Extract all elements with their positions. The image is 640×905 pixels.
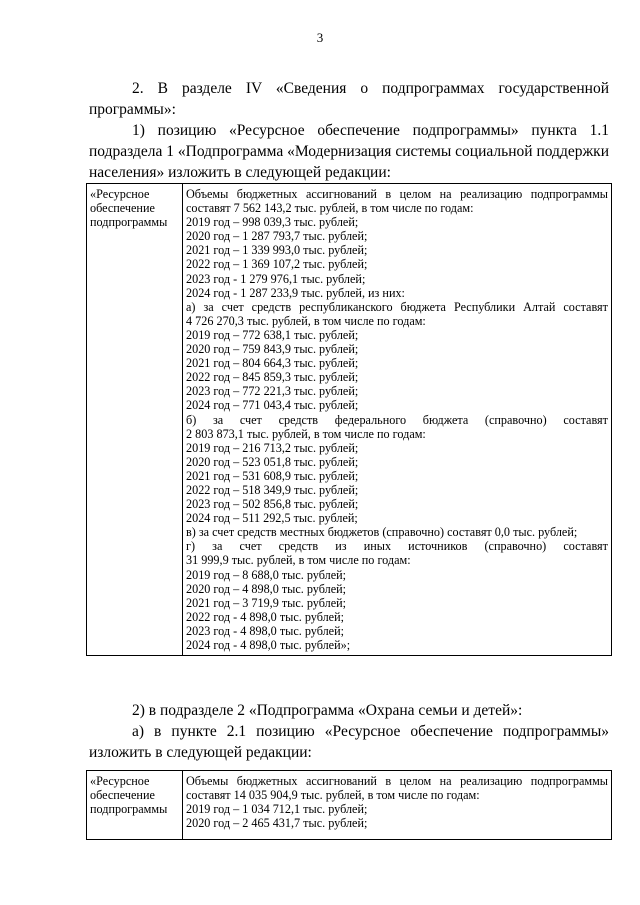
- label-line: «Ресурсное: [90, 774, 150, 788]
- content-line: в) за счет средств местных бюджетов (справочно) составят 0,0 тыс. рублей;: [186, 525, 578, 540]
- content-line: 2022 год - 4 898,0 тыс. рублей;: [186, 609, 345, 624]
- label-line: подпрограммы: [90, 215, 168, 230]
- resource-table-1: [86, 183, 612, 656]
- label-line: обеспечение: [90, 788, 155, 803]
- content-line: Объемы бюджетных ассигнований в целом на реализацию подпрограммы: [186, 774, 608, 788]
- content-line: 2023 год – 502 856,8 тыс. рублей;: [186, 497, 359, 512]
- table-row: [87, 771, 612, 840]
- item-1-line-3: населения» изложить в следующей редакции:: [89, 164, 391, 181]
- content-line: 2020 год – 1 287 793,7 тыс. рублей;: [186, 229, 368, 244]
- content-line: б) за счет средств федерального бюджета (справочно) составят: [186, 412, 608, 427]
- label-line: обеспечение: [90, 201, 155, 216]
- content-line: 2021 год – 3 719,9 тыс. рублей;: [186, 595, 347, 610]
- content-line: 2020 год – 759 843,9 тыс. рублей;: [186, 342, 359, 357]
- content-line: 2022 год – 845 859,3 тыс. рублей;: [186, 370, 359, 385]
- section-heading-line-1: 2. В разделе IV «Сведения о подпрограммах государственной: [132, 80, 609, 97]
- content-line: 4 726 270,3 тыс. рублей, в том числе по годам:: [186, 313, 426, 328]
- content-line: 2021 год – 804 664,3 тыс. рублей;: [186, 356, 359, 371]
- section-heading: [89, 78, 609, 120]
- content-line: составят 14 035 904,9 тыс. рублей, в том числе по годам:: [186, 788, 480, 803]
- content-line: 2019 год – 8 688,0 тыс. рублей;: [186, 567, 347, 582]
- content-line: 2020 год – 4 898,0 тыс. рублей;: [186, 581, 347, 596]
- content-line: 2024 год - 1 287 233,9 тыс. рублей, из них:: [186, 285, 405, 300]
- content-line: 2021 год – 531 608,9 тыс. рублей;: [186, 468, 359, 483]
- item-1-line-1: 1) позицию «Ресурсное обеспечение подпрограммы» пункта 1.1: [132, 122, 609, 139]
- page-number: 3: [316, 30, 324, 45]
- content-line: 2023 год - 4 898,0 тыс. рублей;: [186, 623, 345, 638]
- content-line: составят 7 562 143,2 тыс. рублей, в том числе по годам:: [186, 201, 474, 216]
- label-line: подпрограммы: [90, 802, 168, 817]
- item-2-paragraph: [89, 700, 609, 763]
- content-line: а) за счет средств республиканского бюджета Республики Алтай составят: [186, 299, 608, 314]
- content-line: 2019 год – 998 039,3 тыс. рублей;: [186, 215, 359, 230]
- section-heading-line-2: программы»:: [89, 101, 176, 118]
- resource-table-2: [86, 770, 612, 840]
- item-2-line-1: 2) в подразделе 2 «Подпрограмма «Охрана семьи и детей»:: [132, 702, 523, 719]
- table-row: [87, 184, 612, 656]
- content-line: 2019 год – 772 638,1 тыс. рублей;: [186, 327, 359, 342]
- content-line: 2020 год – 523 051,8 тыс. рублей;: [186, 454, 359, 469]
- table-label-cell: [87, 771, 183, 840]
- content-line: 2021 год – 1 339 993,0 тыс. рублей;: [186, 243, 368, 258]
- table-content-cell: [183, 184, 612, 656]
- content-line: 2 803 873,1 тыс. рублей, в том числе по годам:: [186, 426, 426, 441]
- label-line: «Ресурсное: [90, 187, 150, 201]
- content-line: 2024 год - 4 898,0 тыс. рублей»;: [186, 638, 351, 652]
- content-line: 2023 год – 772 221,3 тыс. рублей;: [186, 384, 359, 399]
- content-line: 2022 год – 518 349,9 тыс. рублей;: [186, 482, 359, 497]
- table-label-cell: [87, 184, 183, 656]
- content-line: 2019 год – 1 034 712,1 тыс. рублей;: [186, 802, 368, 817]
- item-2a-line-1: а) в пункте 2.1 позицию «Ресурсное обеспечение подпрограммы»: [132, 723, 609, 740]
- table-content-cell: [183, 771, 612, 840]
- content-line: Объемы бюджетных ассигнований в целом на реализацию подпрограммы: [186, 187, 608, 201]
- content-line: 2019 год – 216 713,2 тыс. рублей;: [186, 440, 359, 455]
- content-line: 31 999,9 тыс. рублей, в том числе по годам:: [186, 553, 411, 568]
- content-line: 2022 год – 1 369 107,2 тыс. рублей;: [186, 257, 368, 272]
- item-1-line-2: подраздела 1 «Подпрограмма «Модернизация системы социальной поддержки: [89, 143, 609, 160]
- content-line: 2023 год - 1 279 976,1 тыс. рублей;: [186, 271, 366, 286]
- content-line: г) за счет средств из иных источников (справочно) составят: [186, 539, 608, 554]
- item-2a-line-2: изложить в следующей редакции:: [89, 744, 312, 761]
- content-line: 2024 год – 511 292,5 тыс. рублей;: [186, 511, 358, 526]
- item-1-paragraph: [89, 120, 609, 183]
- content-line: 2020 год – 2 465 431,7 тыс. рублей;: [186, 816, 368, 831]
- content-line: 2024 год – 771 043,4 тыс. рублей;: [186, 398, 359, 413]
